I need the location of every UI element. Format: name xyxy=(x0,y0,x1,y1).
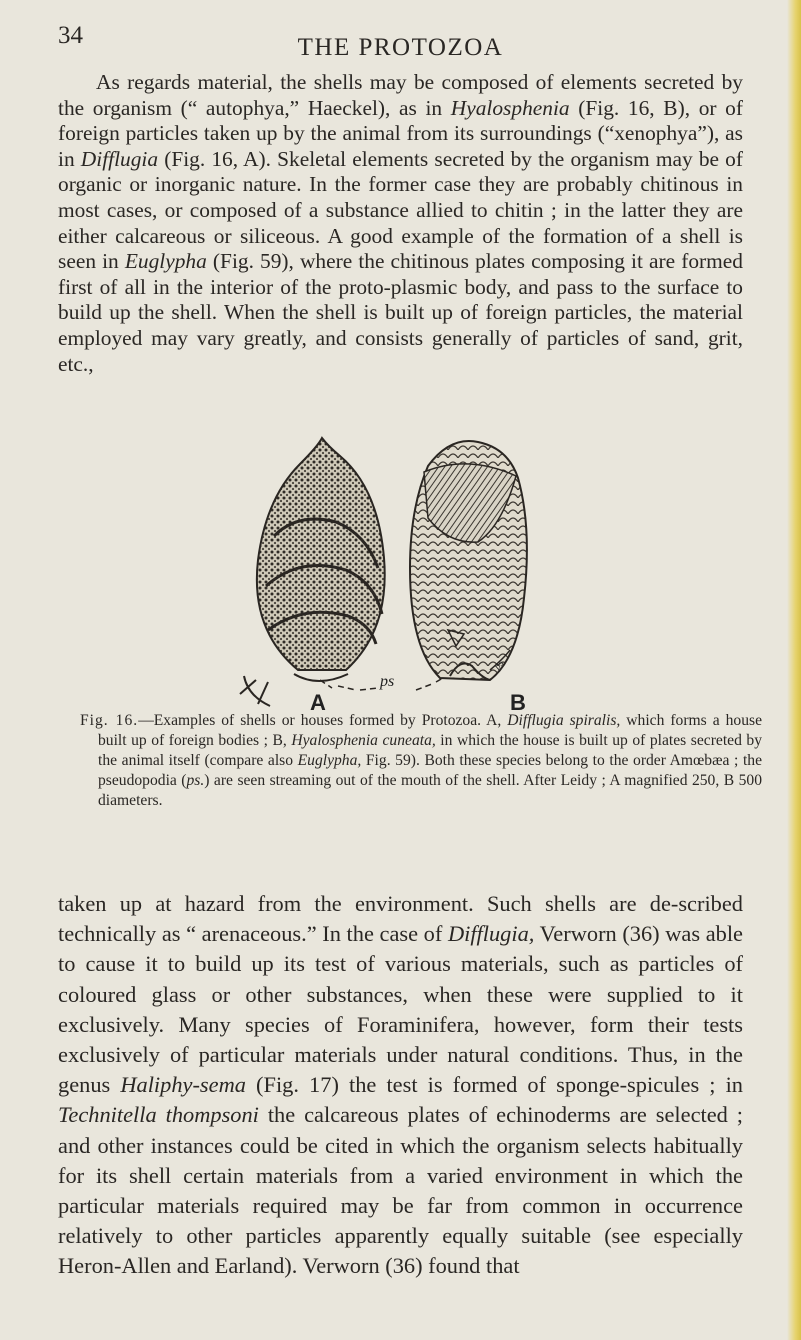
text-span: (Fig. 17) the test is formed of sponge-spicules ; in xyxy=(245,1072,743,1098)
caption-text: in which the house is built up of plates secreted by the animal itself (compare also xyxy=(98,732,763,769)
italic-term: Difflugia, xyxy=(447,921,535,947)
page-number: 34 xyxy=(58,22,83,49)
italic-term: Hyalosphenia xyxy=(450,95,570,120)
text-span: (Fig. 16, A). Skeletal elements secreted by the organism may be of organic or inorganic nature. In the former case they are probably chitinous in most cases, or composed of a substance allied to chitin ; in the latter they are either calcareous or siliceous. A good example of the formation of a shell is seen in xyxy=(58,146,743,274)
italic-term: Euglypha xyxy=(124,249,207,274)
caption-text: ) are seen streaming out of the mouth of the shell. After Leidy ; A magnified 250, B 500 diameters. xyxy=(98,772,762,809)
caption-text: Fig. 59). Both these species belong to the order Amœbæa ; the pseudopodia ( xyxy=(98,752,762,789)
figure-16-illustration xyxy=(228,418,558,714)
italic-term: Haliphy-sema xyxy=(120,1072,246,1098)
figure-label-ps: ps xyxy=(380,673,395,690)
caption-italic: Difflugia spiralis, xyxy=(507,712,621,729)
caption-italic: Euglypha, xyxy=(297,752,362,769)
page-edge xyxy=(787,0,801,1340)
paragraph-bottom xyxy=(58,889,743,1282)
figure-caption xyxy=(80,711,762,811)
caption-text: which forms a house built up of foreign bodies ; B, xyxy=(98,712,763,749)
paragraph-top xyxy=(58,70,743,377)
figure-label-a: A xyxy=(310,690,326,714)
text-span: the calcareous plates of echinoderms are selected ; and other instances could be cited in which the organism selects habitually for its shell certain materials from a varied environment in which the particular materials required may be far from common in occurrence relatively to other particles apparently equally suitable (see especially Heron-Allen and Earland). Verworn (36) found that xyxy=(58,1102,743,1279)
shell-b-hyalosphenia xyxy=(410,441,527,680)
caption-label: Fig. 16. xyxy=(80,712,139,729)
italic-term: Technitella thompsoni xyxy=(58,1102,259,1128)
caption-italic: ps. xyxy=(186,772,205,789)
caption-italic: Hyalosphenia cuneata, xyxy=(291,732,436,749)
running-head: THE PROTOZOA xyxy=(297,34,504,61)
figure-label-ps-small: ps xyxy=(491,658,507,672)
caption-text: —Examples of shells or houses formed by Protozoa. A, xyxy=(138,712,508,729)
text-span: (Fig. 16, B), or of foreign particles taken up by the animal from its surroundings (“xenophya”), as in xyxy=(58,95,743,171)
text-span: As regards material, the shells may be composed of elements secreted by the organism (“ autophya,” Haeckel), as in xyxy=(58,70,743,120)
text-span: Verworn (36) was able to cause it to build up its test of various materials, such as particles of coloured glass or other substances, when these were supplied to it exclusively. Many species of Foraminifera, however, form their tests exclusively of particular materials under natural conditions. Thus, in the genus xyxy=(58,921,743,1098)
italic-term: Difflugia xyxy=(80,146,159,171)
text-span: (Fig. 59), where the chitinous plates composing it are formed first of all in the interior of the proto-plasmic body, and pass to the surface to build up the shell. When the shell is built up of foreign particles, the material employed may vary greatly, and consists generally of particles of sand, grit, etc., xyxy=(58,249,743,376)
figure-label-b: B xyxy=(510,690,526,714)
shell-a-difflugia xyxy=(240,438,385,706)
text-span: taken up at hazard from the environment. Such shells are de-scribed technically as “ arenaceous.” In the case of xyxy=(58,891,743,947)
